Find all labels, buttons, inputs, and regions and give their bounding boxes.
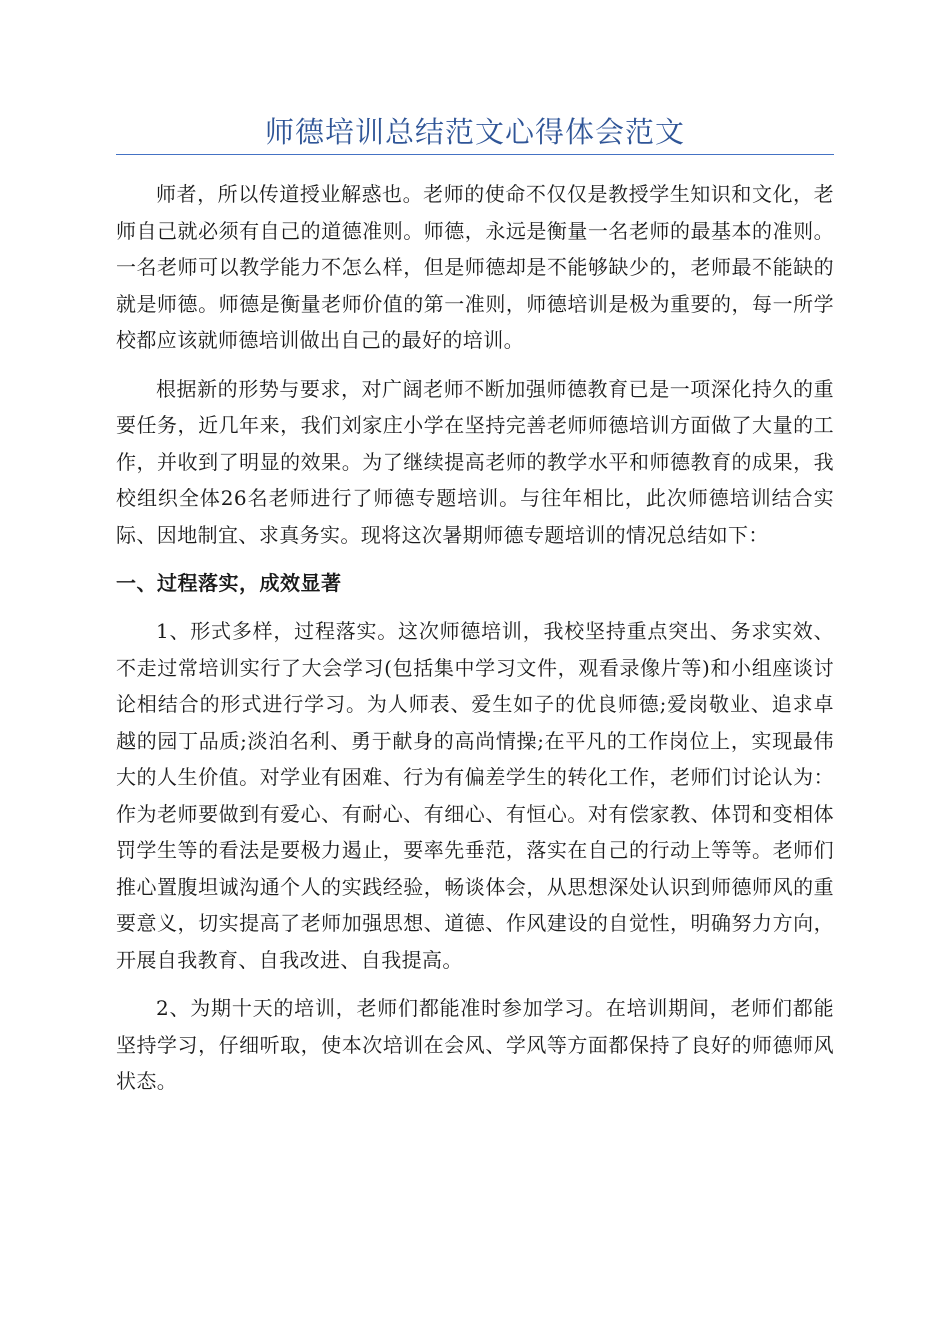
title-underline: [116, 154, 834, 155]
document-body: [116, 176, 834, 1112]
section1-paragraph-1: 1、形式多样，过程落实。这次师德培训，我校坚持重点突出、务求实效、不走过常培训实行了大会学习(包括集中学习文件，观看录像片等)和小组座谈讨论相结合的形式进行学习。为人师表、爱生如子的优良师德;爱岗敬业、追求卓越的园丁品质;淡泊名利、勇于献身的高尚情操;在平凡的工作岗位上，实现最伟大的人生价值。对学业有困难、行为有偏差学生的转化工作，老师们讨论认为：作为老师要做到有爱心、有耐心、有细心、有恒心。对有偿家教、体罚和变相体罚学生等的看法是要极力遏止，要率先垂范，落实在自己的行动上等等。老师们推心置腹坦诚沟通个人的实践经验，畅谈体会，从思想深处认识到师德师风的重要意义，切实提高了老师加强思想、道德、作风建设的自觉性，明确努力方向，开展自我教育、自我改进、自我提高。: [116, 619, 834, 972]
section1-paragraph-2: 2、为期十天的培训，老师们都能准时参加学习。在培训期间，老师们都能坚持学习，仔细听取，使本次培训在会风、学风等方面都保持了良好的师德师风状态。: [116, 996, 834, 1093]
document-title: 师德培训总结范文心得体会范文: [264, 115, 685, 149]
intro-paragraph-1: 师者，所以传道授业解惑也。老师的使命不仅仅是教授学生知识和文化，老师自己就必须有自己的道德准则。师德，永远是衡量一名老师的最基本的准则。一名老师可以教学能力不怎么样，但是师德却是不能够缺少的，老师最不能缺的就是师德。师德是衡量老师价值的第一准则，师德培训是极为重要的，每一所学校都应该就师德培训做出自己的最好的培训。: [116, 182, 834, 352]
section-heading-1: 一、过程落实，成效显著: [116, 571, 342, 595]
intro-paragraph-2: 根据新的形势与要求，对广阔老师不断加强师德教育已是一项深化持久的重要任务，近几年来，我们刘家庄小学在坚持完善老师师德培训方面做了大量的工作，并收到了明显的效果。为了继续提高老师的教学水平和师德教育的成果，我校组织全体26名老师进行了师德专题培训。与往年相比，此次师德培训结合实际、因地制宜、求真务实。现将这次暑期师德专题培训的情况总结如下：: [116, 376, 834, 547]
